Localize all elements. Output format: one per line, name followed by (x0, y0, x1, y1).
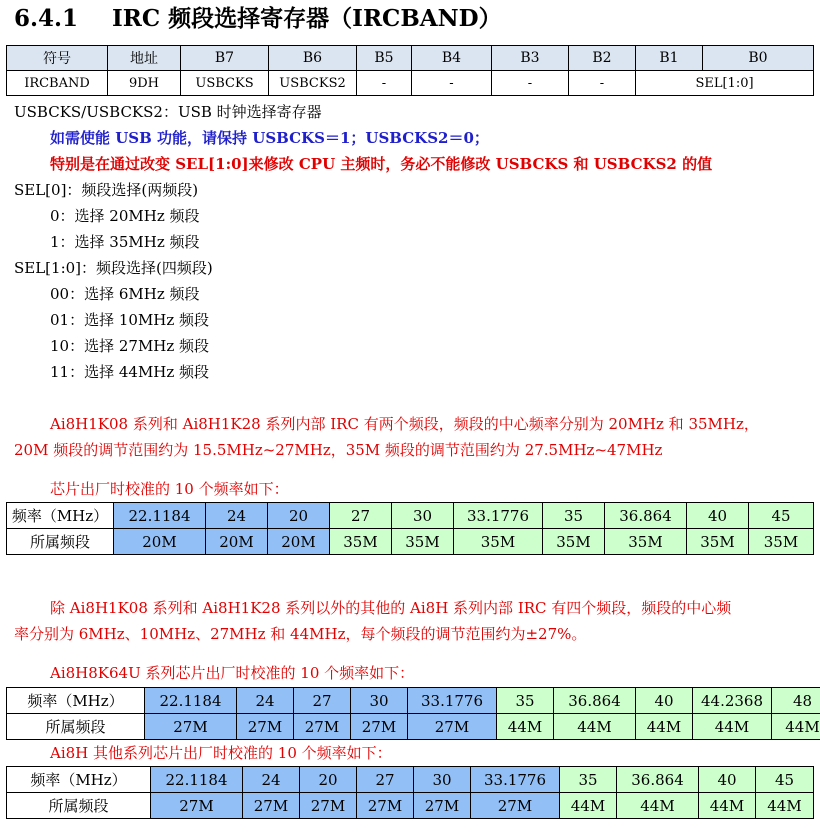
freq-cell: 27 (357, 767, 414, 793)
band-cell: 27M (151, 793, 243, 819)
para2-line1: 除 Ai8H1K08 系列和 Ai8H1K28 系列以外的其他的 Ai8H 系列内部 IRC 有四个频段，频段的中心频 (50, 599, 732, 617)
band-cell: 35M (687, 529, 749, 555)
freq-cell: 30 (351, 688, 408, 714)
band-cell: 35M (605, 529, 687, 555)
row-label: 频率（MHz） (7, 503, 114, 529)
sel10-title: SEL[1:0]：频段选择(四频段) (14, 259, 213, 277)
section-title: IRC 频段选择寄存器（IRCBAND） (112, 5, 502, 32)
band-cell: 44M (497, 714, 554, 740)
band-row (7, 793, 814, 819)
freq-cell: 22.1184 (145, 688, 237, 714)
table3-caption: Ai8H 其他系列芯片出厂时校准的 10 个频率如下： (50, 744, 392, 762)
row-label: 频率（MHz） (7, 767, 151, 793)
freq-cell: 27 (294, 688, 351, 714)
sel0-option: 1：选择 35MHz 频段 (50, 233, 200, 251)
band-cell: 44M (560, 793, 617, 819)
register-table (6, 45, 814, 96)
band-cell: 44M (554, 714, 636, 740)
bit-b3: - (492, 71, 569, 96)
sel10-option: 10：选择 27MHz 频段 (50, 337, 210, 355)
freq-row (7, 688, 820, 714)
bit-b5: - (357, 71, 412, 96)
para1-line1: Ai8H1K08 系列和 Ai8H1K28 系列内部 IRC 有两个频段，频段的中心频率分别为 20MHz 和 35MHz， (50, 415, 759, 433)
freq-cell: 30 (414, 767, 471, 793)
header-cell: B5 (357, 46, 412, 71)
freq-cell: 45 (756, 767, 814, 793)
usb-note-blue: 如需使能 USB 功能，请保持 USBCKS＝1；USBCKS2＝0； (50, 129, 489, 147)
sel0-title: SEL[0]：频段选择(两频段) (14, 181, 199, 199)
freq-cell: 30 (392, 503, 454, 529)
freq-cell: 36.864 (605, 503, 687, 529)
para2-line2: 率分别为 6MHz、10MHz、27MHz 和 44MHz，每个频段的调节范围约为±27%。 (14, 625, 587, 643)
row-label: 所属频段 (7, 529, 114, 555)
band-cell: 27M (300, 793, 357, 819)
header-cell: 地址 (108, 46, 181, 71)
band-cell: 44M (772, 714, 820, 740)
band-cell: 35M (749, 529, 814, 555)
band-cell: 27M (237, 714, 294, 740)
band-cell: 20M (268, 529, 330, 555)
band-cell: 27M (408, 714, 497, 740)
freq-row (7, 767, 814, 793)
sel10-option: 01：选择 10MHz 频段 (50, 311, 210, 329)
freq-row (7, 503, 814, 529)
band-cell: 20M (206, 529, 268, 555)
freq-cell: 20 (268, 503, 330, 529)
band-row (7, 714, 820, 740)
freq-cell: 35 (497, 688, 554, 714)
freq-cell: 45 (749, 503, 814, 529)
usb-clock-title: USBCKS/USBCKS2：USB 时钟选择寄存器 (14, 103, 322, 121)
bit-b1-b0: SEL[1:0] (636, 71, 814, 96)
freq-cell: 22.1184 (151, 767, 243, 793)
freq-table-3 (6, 766, 814, 819)
band-cell: 27M (414, 793, 471, 819)
section-heading (14, 2, 502, 36)
freq-table-2 (6, 687, 820, 740)
band-cell: 35M (330, 529, 392, 555)
sel10-option: 11：选择 44MHz 频段 (50, 363, 210, 381)
band-cell: 44M (693, 714, 772, 740)
section-number: 6.4.1 (14, 5, 79, 32)
para1-line2: 20M 频段的调节范围约为 15.5MHz~27MHz，35M 频段的调节范围约为 27.5MHz~47MHz (14, 441, 663, 459)
bit-b4: - (412, 71, 492, 96)
freq-cell: 24 (206, 503, 268, 529)
header-cell: B7 (181, 46, 269, 71)
row-label: 所属频段 (7, 793, 151, 819)
band-cell: 35M (392, 529, 454, 555)
band-cell: 44M (699, 793, 756, 819)
sel10-option: 00：选择 6MHz 频段 (50, 285, 200, 303)
band-cell: 27M (471, 793, 560, 819)
row-label: 频率（MHz） (7, 688, 145, 714)
row-label: 所属频段 (7, 714, 145, 740)
band-cell: 27M (357, 793, 414, 819)
sel0-option: 0：选择 20MHz 频段 (50, 207, 200, 225)
freq-cell: 40 (699, 767, 756, 793)
header-cell: B2 (569, 46, 636, 71)
freq-cell: 33.1776 (408, 688, 497, 714)
freq-cell: 36.864 (554, 688, 636, 714)
header-cell: B0 (703, 46, 814, 71)
usb-note-red: 特别是在通过改变 SEL[1:0]来修改 CPU 主频时，务必不能修改 USBCKS 和 USBCKS2 的值 (50, 155, 713, 173)
header-cell: B4 (412, 46, 492, 71)
band-cell: 44M (617, 793, 699, 819)
header-cell: B6 (269, 46, 357, 71)
freq-cell: 33.1776 (471, 767, 560, 793)
register-header-row (7, 46, 814, 71)
header-cell: 符号 (7, 46, 108, 71)
freq-cell: 20 (300, 767, 357, 793)
freq-cell: 24 (243, 767, 300, 793)
band-cell: 20M (114, 529, 206, 555)
band-cell: 44M (636, 714, 693, 740)
freq-cell: 44.2368 (693, 688, 772, 714)
freq-cell: 35 (543, 503, 605, 529)
bit-b2: - (569, 71, 636, 96)
freq-cell: 27 (330, 503, 392, 529)
freq-cell: 40 (687, 503, 749, 529)
freq-cell: 22.1184 (114, 503, 206, 529)
freq-cell: 36.864 (617, 767, 699, 793)
freq-cell: 40 (636, 688, 693, 714)
band-cell: 27M (145, 714, 237, 740)
band-cell: 44M (756, 793, 814, 819)
band-cell: 27M (351, 714, 408, 740)
table1-caption: 芯片出厂时校准的 10 个频率如下： (50, 480, 289, 498)
band-cell: 27M (243, 793, 300, 819)
freq-cell: 35 (560, 767, 617, 793)
header-cell: B3 (492, 46, 569, 71)
freq-table-1 (6, 502, 814, 555)
band-cell: 27M (294, 714, 351, 740)
freq-cell: 48 (772, 688, 820, 714)
band-cell: 35M (454, 529, 543, 555)
register-symbol: IRCBAND (7, 71, 108, 96)
freq-cell: 33.1776 (454, 503, 543, 529)
header-cell: B1 (636, 46, 703, 71)
bit-b6: USBCKS2 (269, 71, 357, 96)
band-row (7, 529, 814, 555)
band-cell: 35M (543, 529, 605, 555)
table2-caption: Ai8H8K64U 系列芯片出厂时校准的 10 个频率如下： (50, 664, 415, 682)
freq-cell: 24 (237, 688, 294, 714)
bit-b7: USBCKS (181, 71, 269, 96)
register-value-row (7, 71, 814, 96)
register-address: 9DH (108, 71, 181, 96)
